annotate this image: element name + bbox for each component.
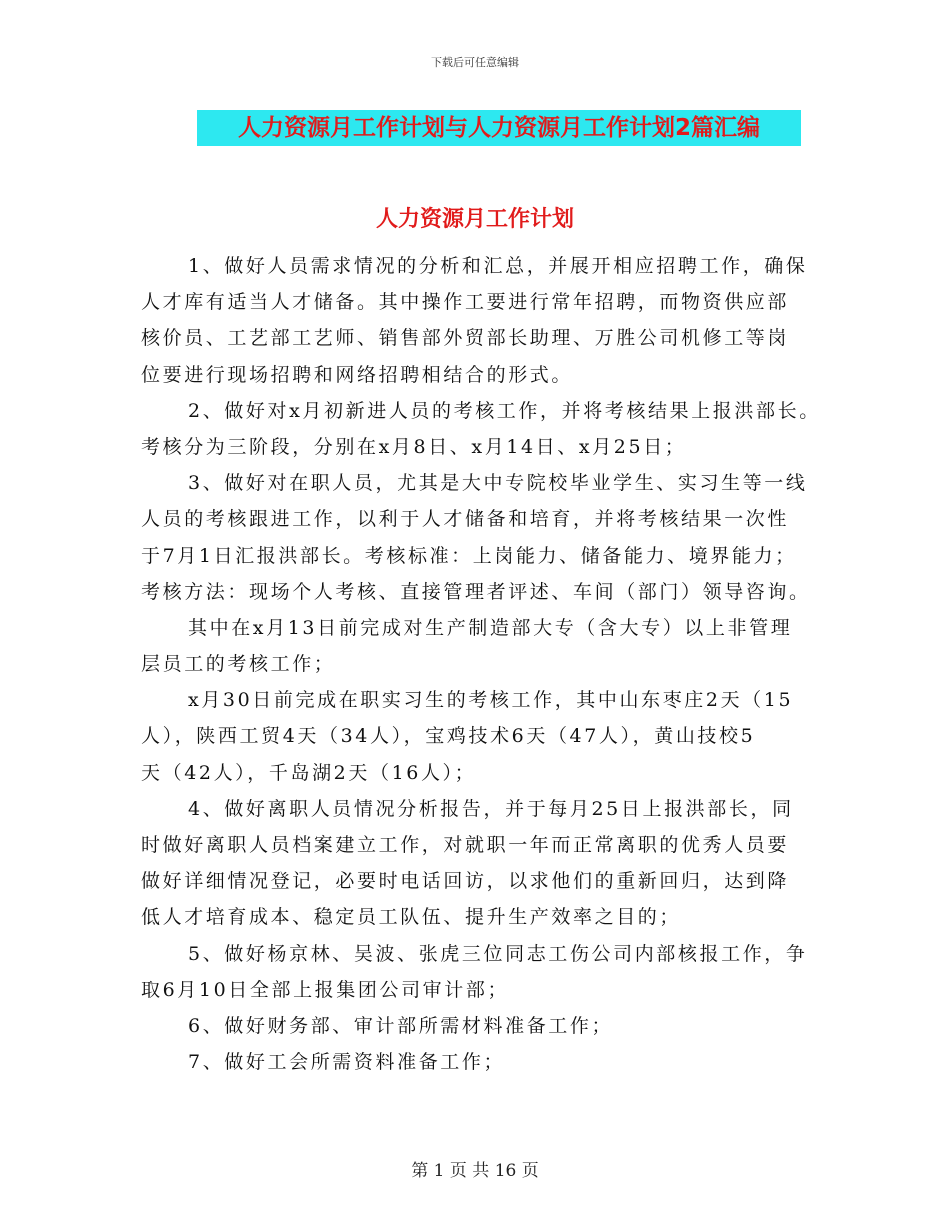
text-line: 5、做好杨京林、吴波、张虎三位同志工伤公司内部核报工作，争	[188, 942, 808, 965]
page-footer: 第 1 页 共 16 页	[411, 1161, 539, 1181]
text-line: 7、做好工会所需资料准备工作；	[188, 1051, 506, 1074]
text-line: 核价员、工艺部工艺师、销售部外贸部长助理、万胜公司机修工等岗	[141, 327, 790, 350]
header-note: 下载后可任意编辑	[431, 56, 519, 69]
text-line: 1、做好人员需求情况的分析和汇总，并展开相应招聘工作，确保	[188, 255, 808, 277]
text-line: 于7月1日汇报洪部长。考核标准：上岗能力、储备能力、境界能力；	[141, 544, 797, 567]
text-line: 考核分为三阶段，分别在x月8日、x月14日、x月25日；	[141, 435, 687, 458]
text-line: 6、做好财务部、审计部所需材料准备工作；	[188, 1014, 614, 1037]
text-line: 其中在x月13日前完成对生产制造部大专（含大专）以上非管理	[188, 616, 793, 639]
text-line: 层员工的考核工作；	[141, 653, 336, 676]
text-line: x月30日前完成在职实习生的考核工作，其中山东枣庄2天（15	[188, 689, 794, 712]
text-line: 取6月10日全部上报集团公司审计部；	[141, 978, 510, 1001]
text-line: 做好详细情况登记，必要时电话回访，以求他们的重新回归，达到降	[141, 870, 790, 893]
text-line: 人员的考核跟进工作，以利于人才储备和培育，并将考核结果一次性	[141, 508, 790, 531]
section-title: 人力资源月工作计划	[375, 207, 574, 232]
text-line: 时做好离职人员档案建立工作，对就职一年而正常离职的优秀人员要	[141, 834, 790, 856]
title-highlight	[197, 110, 801, 146]
text-line: 2、做好对x月初新进人员的考核工作，并将考核结果上报洪部长。	[188, 399, 821, 422]
text-line: 位要进行现场招聘和网络招聘相结合的形式。	[141, 363, 574, 386]
document-body	[141, 248, 821, 1080]
text-line: 低人才培育成本、稳定员工队伍、提升生产效率之目的；	[141, 906, 682, 929]
text-line: 天（42人），千岛湖2天（16人）；	[141, 761, 477, 784]
text-line: 3、做好对在职人员，尤其是大中专院校毕业学生、实习生等一线	[188, 472, 808, 495]
text-line: 人才库有适当人才储备。其中操作工要进行常年招聘，而物资供应部	[141, 291, 790, 314]
text-line: 4、做好离职人员情况分析报告，并于每月25日上报洪部长，同	[188, 797, 794, 820]
text-line: 考核方法：现场个人考核、直接管理者评述、车间（部门）领导咨询。	[141, 580, 811, 603]
document-title: 人力资源月工作计划与人力资源月工作计划2篇汇编	[237, 115, 760, 141]
text-line: 人），陕西工贸4天（34人），宝鸡技术6天（47人），黄山技校5	[141, 725, 756, 748]
